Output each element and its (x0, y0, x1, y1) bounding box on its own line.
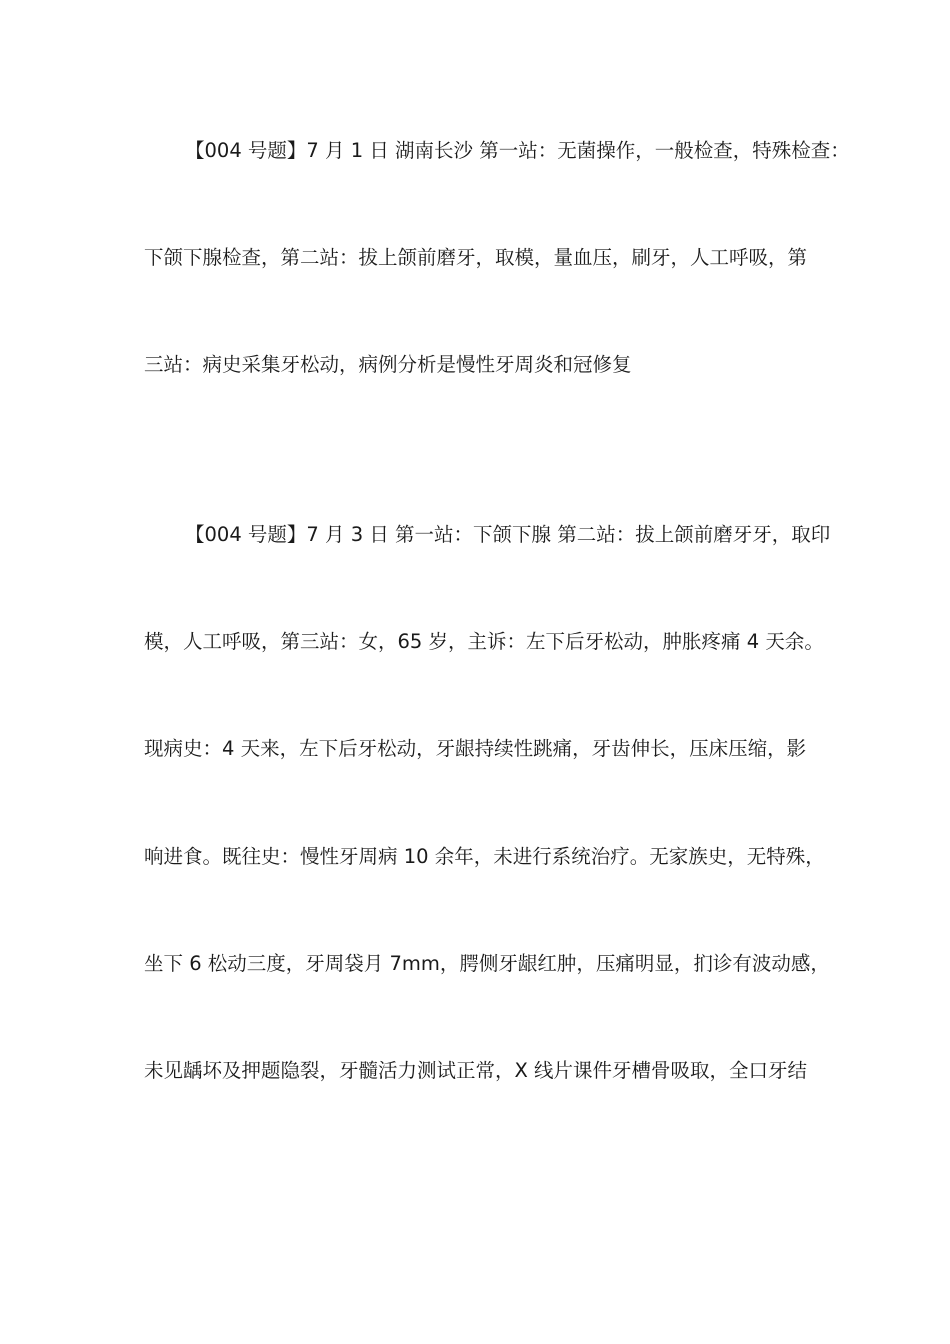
text-line: 下颌下腺检查，第二站：拔上颌前磨牙，取模，量血压，刷牙，人工呼吸，第 (144, 246, 808, 269)
text-line: 模，人工呼吸，第三站：女，65 岁，主诉：左下后牙松动，肿胀疼痛 4 天余。 (144, 630, 824, 653)
text-line: 【004 号题】7 月 1 日 湖南长沙 第一站：无菌操作，一般检查，特殊检查： (185, 139, 850, 162)
text-line: 三站：病史采集牙松动，病例分析是慢性牙周炎和冠修复 (144, 353, 632, 376)
text-line: 坐下 6 松动三度，牙周袋月 7mm，腭侧牙龈红肿，压痛明显，扪诊有波动感， (144, 952, 830, 975)
text-line: 未见龋坏及押题隐裂，牙髓活力测试正常，X 线片课件牙槽骨吸取，全口牙结 (144, 1059, 808, 1082)
text-line: 现病史：4 天来，左下后牙松动，牙龈持续性跳痛，牙齿伸长，压床压缩，影 (144, 737, 807, 760)
text-line: 【004 号题】7 月 3 日 第一站：下颌下腺 第二站：拔上颌前磨牙牙，取印 (185, 523, 831, 546)
text-line: 响进食。既往史：慢性牙周病 10 余年，未进行系统治疗。无家族史，无特殊， (144, 845, 825, 868)
